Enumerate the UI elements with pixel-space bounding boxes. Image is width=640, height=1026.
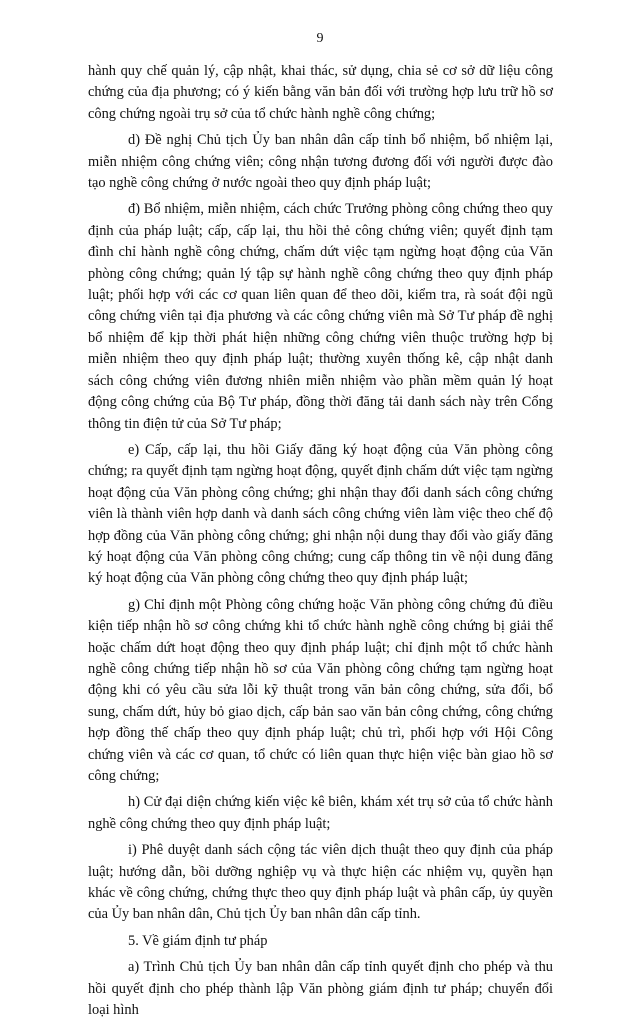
paragraph-item-a: a) Trình Chủ tịch Ủy ban nhân dân cấp tỉnh quyết định cho phép và thu hồi quyết định cho phép thành lập Văn phòng giám định tư pháp; chuyển đổi loại hình <box>88 959 553 1019</box>
paragraph-continuation: hành quy chế quản lý, cập nhật, khai thác, sử dụng, chia sẻ cơ sở dữ liệu công chứng của địa phương; có ý kiến bằng văn bản đối với trường hợp lưu trữ hồ sơ công chứng ngoài trụ sở của tổ chức hành nghề công chứng; <box>88 63 553 122</box>
paragraph-item-i: i) Phê duyệt danh sách cộng tác viên dịch thuật theo quy định của pháp luật; hướng dẫn, bồi dưỡng nghiệp vụ và thực hiện các nhiệm vụ, quyền hạn khác về công chứng, chứng thực theo quy định pháp luật và phân cấp, ủy quyền của Ủy ban nhân dân, Chủ tịch Ủy ban nhân dân cấp tỉnh. <box>88 842 553 923</box>
paragraph-item-g: g) Chỉ định một Phòng công chứng hoặc Văn phòng công chứng đủ điều kiện tiếp nhận hồ sơ công chứng khi tổ chức hành nghề công chứng bị giải thể hoặc chấm dứt hoạt động theo quy định pháp luật; chỉ định một tổ chức hành nghề công chứng tiếp nhận hồ sơ của Văn phòng công chứng tạm ngừng hoạt động khi có yêu cầu sửa lỗi kỹ thuật trong văn bản công chứng, sửa đổi, bổ sung, chấm dứt, hủy bỏ giao dịch, cấp bản sao văn bản công chứng, công chứng hợp đồng thế chấp theo quy định pháp luật; chủ trì, phối hợp với Hội Công chứng viên và các cơ quan, tổ chức có liên quan thực hiện việc bàn giao hồ sơ công chứng; <box>88 596 553 784</box>
page-number: 9 <box>316 31 324 46</box>
paragraph-item-e: e) Cấp, cấp lại, thu hồi Giấy đăng ký hoạt động của Văn phòng công chứng; ra quyết định tạm ngừng hoạt động, quyết định chấm dứt việc tạm ngừng hoạt động của Văn phòng công chứng; ghi nhận thay đổi danh sách công chứng viên là thành viên hợp danh và danh sách công chứng viên làm việc theo chế độ hợp đồng của Văn phòng công chứng; ghi nhận nội dung thay đổi vào giấy đăng ký hoạt động của Văn phòng công chứng; cung cấp thông tin về nội dung đăng ký hoạt động của Văn phòng công chứng theo quy định pháp luật; <box>88 441 553 587</box>
paragraph-item-h: h) Cử đại diện chứng kiến việc kê biên, khám xét trụ sở của tổ chức hành nghề công chứng theo quy định pháp luật; <box>88 794 553 832</box>
section-heading-5: 5. Về giám định tư pháp <box>128 932 268 949</box>
paragraph-item-d: d) Đề nghị Chủ tịch Ủy ban nhân dân cấp tỉnh bổ nhiệm, bổ nhiệm lại, miễn nhiệm công chứng viên; công nhận tương đương đối với người được đào tạo nghề công chứng ở nước ngoài theo quy định pháp luật; <box>88 132 553 192</box>
paragraph-item-dd: đ) Bổ nhiệm, miễn nhiệm, cách chức Trưởng phòng công chứng theo quy định của pháp luật; cấp, cấp lại, thu hồi thẻ công chứng viên; quyết định tạm đình chỉ hành nghề công chứng, chấm dứt việc tạm ngừng hoạt động của Văn phòng công chứng; quản lý tập sự hành nghề công chứng theo quy định pháp luật; phối hợp với các cơ quan liên quan để theo dõi, kiểm tra, rà soát đội ngũ công chứng viên tại địa phương và các công chứng viên mà Sở Tư pháp đề nghị bổ nhiệm để kịp thời phát hiện những công chứng viên thuộc trường hợp bị miễn nhiệm theo quy định pháp luật; thường xuyên thống kê, cập nhật danh sách công chứng viên đương nhiên miễn nhiệm vào phần mềm quản lý hoạt động công chứng của Bộ Tư pháp, đồng thời đăng tải danh sách này trên Cổng thông tin điện tử của Sở Tư pháp; <box>88 201 553 432</box>
document-body <box>88 61 553 1026</box>
